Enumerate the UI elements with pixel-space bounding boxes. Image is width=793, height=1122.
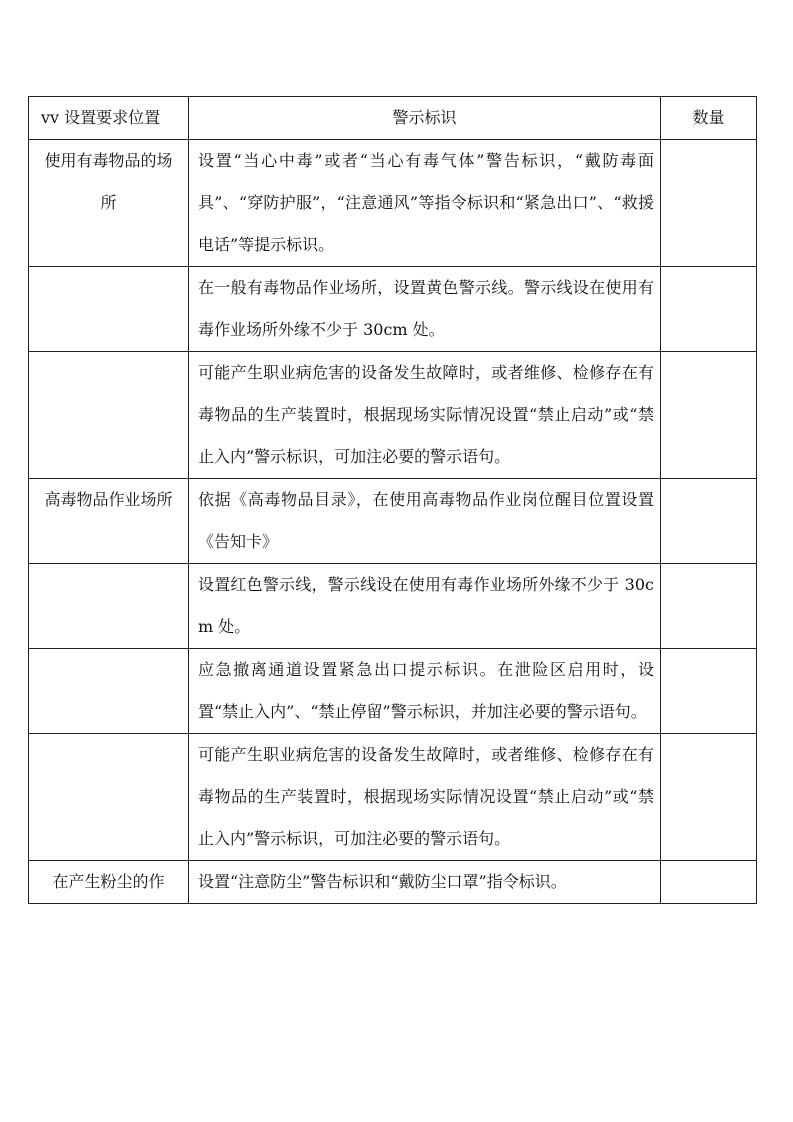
quantity-cell xyxy=(661,861,757,904)
table-row xyxy=(29,267,757,352)
table-row xyxy=(29,861,757,904)
quantity-cell xyxy=(661,140,757,267)
quantity-cell xyxy=(661,734,757,861)
quantity-cell xyxy=(661,479,757,564)
sign-cell: 可能产生职业病危害的设备发生故障时，或者维修、检修存在有毒物品的生产装置时，根据现场实际情况设置“禁止启动”或“禁止入内”警示标识，可加注必要的警示语句。 xyxy=(189,734,661,861)
quantity-cell xyxy=(661,649,757,734)
sign-cell: 设置“注意防尘”警告标识和“戴防尘口罩”指令标识。 xyxy=(189,861,661,904)
header-sign: 警示标识 xyxy=(189,97,661,140)
table-row xyxy=(29,352,757,479)
location-cell xyxy=(29,352,189,479)
sign-cell: 设置红色警示线，警示线设在使用有毒作业场所外缘不少于 30cm 处。 xyxy=(189,564,661,649)
location-cell xyxy=(29,267,189,352)
table-row xyxy=(29,564,757,649)
location-cell: 高毒物品作业场所 xyxy=(29,479,189,564)
sign-cell: 依据《高毒物品目录》，在使用高毒物品作业岗位醒目位置设置《告知卡》 xyxy=(189,479,661,564)
sign-cell: 设置“当心中毒”或者“当心有毒气体”警告标识，“戴防毒面具”、“穿防护服”，“注意通风”等指令标识和“紧急出口”、“救援电话”等提示标识。 xyxy=(189,140,661,267)
table-row xyxy=(29,140,757,267)
sign-cell: 可能产生职业病危害的设备发生故障时，或者维修、检修存在有毒物品的生产装置时，根据现场实际情况设置“禁止启动”或“禁止入内”警示标识，可加注必要的警示语句。 xyxy=(189,352,661,479)
table-header-row xyxy=(29,97,757,140)
warning-sign-requirements-table xyxy=(28,96,757,904)
quantity-cell xyxy=(661,564,757,649)
location-cell xyxy=(29,734,189,861)
location-cell: 使用有毒物品的场所 xyxy=(29,140,189,267)
quantity-cell xyxy=(661,267,757,352)
sign-cell: 应急撤离通道设置紧急出口提示标识。在泄险区启用时，设置“禁止入内”、“禁止停留”警示标识，并加注必要的警示语句。 xyxy=(189,649,661,734)
table-row xyxy=(29,479,757,564)
table-row xyxy=(29,649,757,734)
quantity-cell xyxy=(661,352,757,479)
table-row xyxy=(29,734,757,861)
location-cell: 在产生粉尘的作 xyxy=(29,861,189,904)
sign-cell: 在一般有毒物品作业场所，设置黄色警示线。警示线设在使用有毒作业场所外缘不少于 30cm 处。 xyxy=(189,267,661,352)
location-cell xyxy=(29,649,189,734)
header-quantity: 数量 xyxy=(661,97,757,140)
location-cell xyxy=(29,564,189,649)
header-location: vv 设置要求位置 xyxy=(29,97,189,140)
